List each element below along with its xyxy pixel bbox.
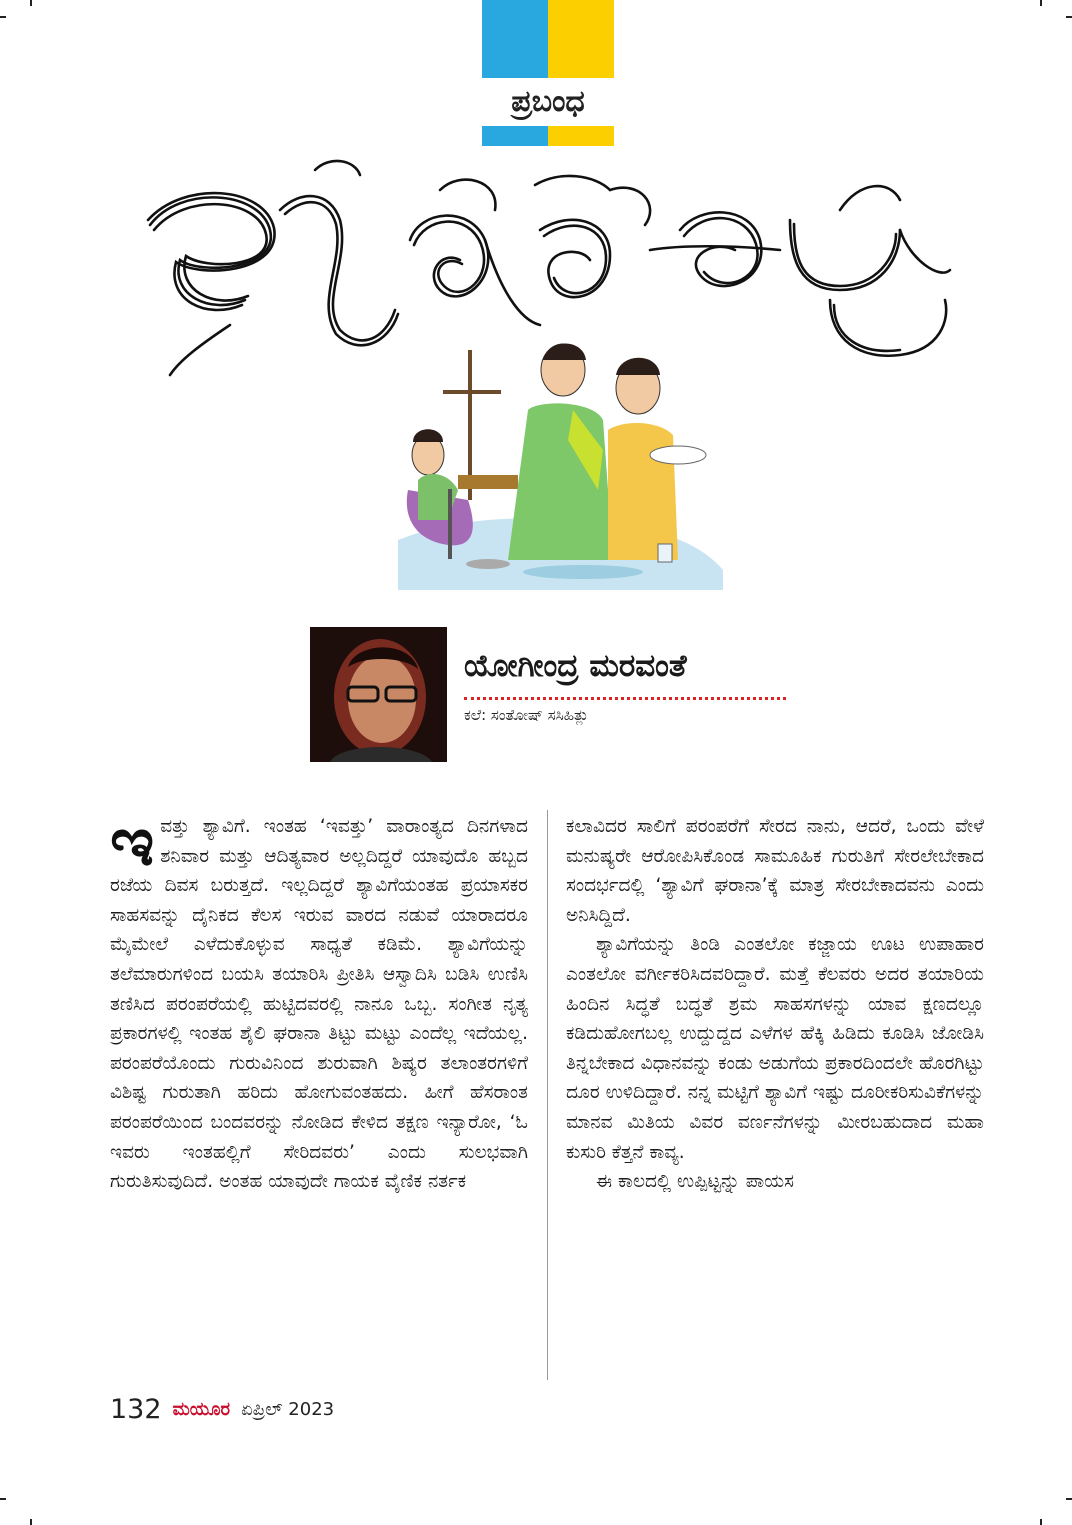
section-label: ಪ್ರಬಂಧ [511,84,585,119]
author-divider [464,697,786,700]
article-paragraph: ಶ್ಯಾವಿಗೆಯನ್ನು ತಿಂಡಿ ಎಂತಲೋ ಕಜ್ಜಾಯ ಊಟ ಉಪಾಹಾರ ಎಂತಲೋ ವರ್ಗೀಕರಿಸಿದವರಿದ್ದಾರೆ. ಮತ್ತೆ ಕೆಲವರು ಅದರ ತಯಾರಿಯ ಹಿಂದಿನ ಸಿದ್ಧತೆ ಬದ್ಧತೆ ಶ್ರಮ ಸಾಹಸಗಳನ್ನು ಯಾವ ಕ್ಷಣದಲ್ಲೂ ಕಡಿದುಹೋಗಬಲ್ಲ ಉದ್ದುದ್ದದ ಎಳೆಗಳ ಹೆಕ್ಕಿ ಹಿಡಿದು ಕೂಡಿಸಿ ಜೋಡಿಸಿ ತಿನ್ನಬೇಕಾದ ವಿಧಾನವನ್ನು ಕಂಡು ಅಡುಗೆಯ ಪ್ರಕಾರದಿಂದಲೇ ಹೊರಗಿಟ್ಟು ದೂರ ಉಳಿದಿದ್ದಾರೆ. ನನ್ನ ಮಟ್ಟಿಗೆ ಶ್ಯಾವಿಗೆ ಇಷ್ಟು ದೂರೀಕರಿಸುವಿಕೆಗಳನ್ನು ಮಾನವ ಮಿತಿಯ ವಿವರ ವರ್ಣನೆಗಳನ್ನು ಮೀರಬಹುದಾದ ಮಹಾ ಕುಸುರಿ ಕೆತ್ತನೆ ಕಾವ್ಯ. [566,934,984,1163]
article-column-left [110,802,528,1197]
crop-mark [0,16,6,18]
article-paragraph: ಕಲಾವಿದರ ಸಾಲಿಗೆ ಪರಂಪರೆಗೆ ಸೇರದ ನಾನು, ಆದರೆ, ಒಂದು ವೇಳೆ ಮನುಷ್ಯರೇ ಆರೋಪಿಸಿಕೊಂಡ ಸಾಮೂಹಿಕ ಗುರುತಿಗೆ ಸೇರಲೇಬೇಕಾದ ಸಂದರ್ಭದಲ್ಲಿ ‘ಶ್ಯಾವಿಗೆ ಘರಾನಾ’ಕ್ಕೆ ಮಾತ್ರ ಸೇರಬೇಕಾದವನು ಎಂದು ಅನಿಸಿದ್ದಿದೆ. [566,816,984,926]
crop-mark [1040,0,1042,6]
author-photo [310,627,447,762]
crop-mark [1040,1519,1042,1525]
page-footer [110,1394,334,1430]
article-illustration [388,330,728,590]
article-paragraph [110,802,528,1197]
crop-mark [30,0,32,6]
crop-mark [0,1498,6,1500]
crop-mark [30,1519,32,1525]
title-glyph-vi [410,180,540,325]
author-name: ಯೋಗೀಂದ್ರ ಮರವಂತೆ [464,648,687,684]
column-divider [547,810,548,1380]
issue-date: ಏಪ್ರಿಲ್ 2023 [241,1399,335,1420]
section-color-block-top [482,0,614,78]
illustration-credit: ಕಲೆ: ಸಂತೋಷ್ ಸಸಿಹಿತ್ಲು [464,706,589,724]
page-number: 132 [110,1394,162,1425]
article-column-right [566,812,984,1197]
drop-cap: ಇ [110,802,155,882]
magazine-logo: ಮಯೂರ [172,1399,231,1420]
title-glyph-shya [148,161,398,375]
title-glyph-ge [535,176,650,297]
crop-mark [1066,1498,1072,1500]
crop-mark [1066,16,1072,18]
article-paragraph: ಈ ಕಾಲದಲ್ಲಿ ಉಪ್ಪಿಟ್ಟನ್ನು ಪಾಯಸ [596,1171,794,1193]
section-color-block-bottom [482,126,614,146]
article-text: ವತ್ತು ಶ್ಯಾವಿಗೆ. ಇಂತಹ ‘ಇವತ್ತು’ ವಾರಾಂತ್ಯದ ದಿನಗಳಾದ ಶನಿವಾರ ಮತ್ತು ಆದಿತ್ಯವಾರ ಅಲ್ಲದಿದ್ದರೆ ಯಾವುದೊ ಹಬ್ಬದ ರಜೆಯ ದಿವಸ ಬರುತ್ತದೆ. ಇಲ್ಲದಿದ್ದರೆ ಶ್ಯಾವಿಗೆಯಂತಹ ಪ್ರಯಾಸಕರ ಸಾಹಸವನ್ನು ದೈನಿಕದ ಕೆಲಸ ಇರುವ ವಾರದ ನಡುವೆ ಯಾರಾದರೂ ಮೈಮೇಲೆ ಎಳೆದುಕೊಳ್ಳುವ ಸಾಧ್ಯತೆ ಕಡಿಮೆ. ಶ್ಯಾವಿಗೆಯನ್ನು ತಲೆಮಾರುಗಳಿಂದ ಬಯಸಿ ತಯಾರಿಸಿ ಪ್ರೀತಿಸಿ ಆಸ್ವಾದಿಸಿ ಬಡಿಸಿ ಉಣಿಸಿ ತಣಿಸಿದ ಪರಂಪರೆಯಲ್ಲಿ ಹುಟ್ಟಿದವರಲ್ಲಿ ನಾನೂ ಒಬ್ಬ. ಸಂಗೀತ ನೃತ್ಯ ಪ್ರಕಾರಗಳಲ್ಲಿ ಇಂತಹ ಶೈಲಿ ಘರಾನಾ ತಿಟ್ಟು ಮಟ್ಟು ಎಂದೆಲ್ಲ ಇದೆಯಲ್ಲ. ಪರಂಪರೆಯೊಂದು ಗುರುವಿನಿಂದ ಶುರುವಾಗಿ ಶಿಷ್ಯರ ತಲಾಂತರಗಳಿಗೆ ವಿಶಿಷ್ಟ ಗುರುತಾಗಿ ಹರಿದು ಹೋಗುವಂತಹದು. ಹೀಗೆ ಹೆಸರಾಂತ ಪರಂಪರೆಯಿಂದ ಬಂದವರನ್ನು ನೋಡಿದ ಕೇಳಿದ ತಕ್ಷಣ ಇನ್ಯಾರೋ, ‘ಓ ಇವರು ಇಂತಹಲ್ಲಿಗೆ ಸೇರಿದವರು’ ಎಂದು ಸುಲಭವಾಗಿ ಗುರುತಿಸುವುದಿದೆ. ಅಂತಹ ಯಾವುದೇ ಗಾಯಕ ವೈಣಿಕ ನರ್ತಕ [110,816,528,1193]
